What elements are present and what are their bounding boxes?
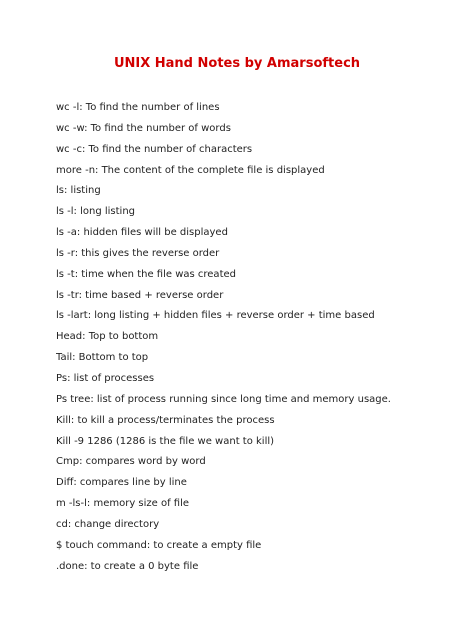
note-line: Ps: list of processes	[56, 372, 155, 384]
note-line: Tail: Bottom to top	[56, 352, 149, 364]
note-line: $ touch command: to create a empty file	[56, 539, 262, 551]
note-line: ls -a: hidden files will be displayed	[56, 227, 228, 239]
note-line: .done: to create a 0 byte file	[56, 560, 199, 572]
note-line: Kill: to kill a process/terminates the process	[56, 414, 275, 426]
note-line: ls -r: this gives the reverse order	[56, 247, 220, 259]
note-line: ls -l: long listing	[56, 206, 136, 218]
note-line: ls -lart: long listing + hidden files + reverse order + time based	[56, 310, 375, 322]
note-line: cd: change directory	[56, 518, 160, 530]
note-line: more -n: The content of the complete file is displayed	[56, 164, 325, 176]
note-line: Cmp: compares word by word	[56, 456, 206, 468]
note-line: ls: listing	[56, 185, 101, 197]
note-line: Ps tree: list of process running since long time and memory usage.	[56, 393, 391, 405]
note-line: ls -t: time when the file was created	[56, 268, 236, 280]
note-line: Diff: compares line by line	[56, 477, 187, 489]
notes-list	[56, 98, 456, 577]
note-line: wc -c: To find the number of characters	[56, 143, 253, 155]
note-line: Kill -9 1286 (1286 is the file we want to kill)	[56, 435, 275, 447]
note-line: m -ls-l: memory size of file	[56, 498, 190, 510]
note-line: wc -w: To find the number of words	[56, 122, 231, 134]
note-line: wc -l: To find the number of lines	[56, 102, 220, 113]
document-title: UNIX Hand Notes by Amarsoftech	[113, 56, 361, 71]
note-line: ls -tr: time based + reverse order	[56, 289, 224, 301]
note-line: Head: Top to bottom	[56, 331, 159, 343]
